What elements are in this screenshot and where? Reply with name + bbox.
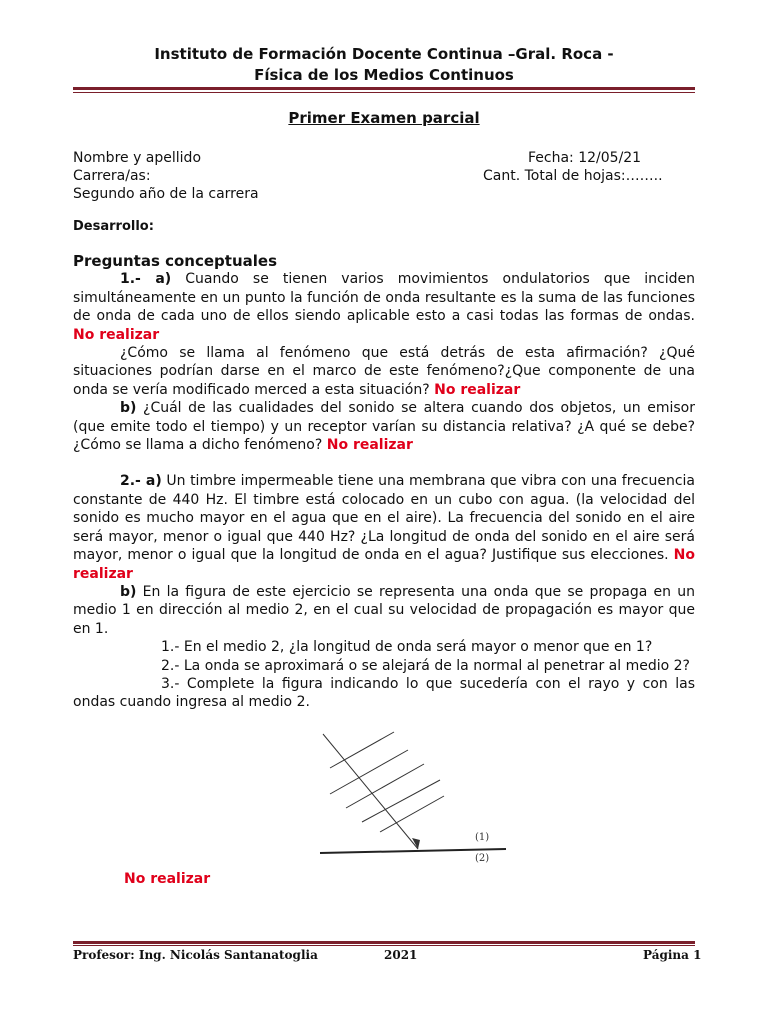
incident-ray bbox=[323, 734, 418, 849]
career-field-label: Carrera/as: bbox=[73, 168, 151, 184]
no-realizar-2: No realizar bbox=[434, 381, 521, 398]
medium-2-label: (2) bbox=[475, 853, 490, 864]
no-realizar-3: No realizar bbox=[326, 437, 413, 454]
questions-body bbox=[73, 252, 695, 712]
document-header bbox=[73, 44, 695, 86]
sheets-count-label: Cant. Total de hojas:…….. bbox=[483, 168, 663, 184]
institute-title: Instituto de Formación Docente Continua –Gral. Roca - bbox=[154, 45, 614, 63]
wavefronts bbox=[330, 732, 444, 832]
no-realizar-figure: No realizar bbox=[124, 871, 211, 887]
q2a-number: 2.- a) bbox=[120, 473, 162, 490]
wavefront-1 bbox=[330, 732, 394, 768]
no-realizar-1: No realizar bbox=[73, 326, 160, 343]
exam-title: Primer Examen parcial bbox=[288, 109, 480, 127]
wavefront-3 bbox=[346, 764, 424, 808]
subquestion-1: 1.- En el medio 2, ¿la longitud de onda será mayor o menor que en 1? bbox=[161, 639, 653, 656]
q1b-number: b) bbox=[120, 400, 137, 417]
q1a-number: 1.- a) bbox=[120, 271, 172, 288]
question-1a-continued bbox=[73, 344, 695, 399]
q2b-text: En la figura de este ejercicio se representa una onda que se propaga en un medio 1 en dirección al medio 2, en el cual su velocidad de propagación es mayor que en 1. bbox=[73, 583, 695, 637]
subquestion-3: 3.- Complete la figura indicando lo que sucedería con el rayo y con las ondas cuando ingresa al medio 2. bbox=[73, 675, 695, 711]
header-rule-thick bbox=[73, 87, 695, 90]
q1b-text: ¿Cuál de las cualidades del sonido se altera cuando dos objetos, un emisor (que emite todo el tiempo) y un receptor varían su distancia relativa? ¿A qué se debe? ¿Cómo se llama a dicho fenómeno? bbox=[73, 400, 695, 454]
header-rule-thin bbox=[73, 92, 695, 93]
question-1b bbox=[73, 399, 695, 454]
no-realizar-4: No realizar bbox=[73, 547, 695, 582]
footer-page: Página 1 bbox=[643, 948, 702, 962]
q1a-cont-text: ¿Cómo se llama al fenómeno que está detrás de esta afirmación? ¿Qué situaciones podrían darse en el marco de este fenómeno?¿Que componente de una onda se vería modificado merced a esta situación? bbox=[73, 345, 695, 398]
name-field-label: Nombre y apellido bbox=[73, 150, 202, 166]
date-label: Fecha: 12/05/21 bbox=[528, 150, 642, 166]
question-2b bbox=[73, 583, 695, 638]
question-2a bbox=[73, 472, 695, 582]
wave-refraction-figure bbox=[316, 728, 511, 864]
footer-rule-thick bbox=[73, 941, 695, 944]
subquestion-2: 2.- La onda se aproximará o se alejará de la normal al penetrar al medio 2? bbox=[161, 657, 690, 674]
development-label: Desarrollo: bbox=[73, 219, 154, 234]
q2b-number: b) bbox=[120, 583, 137, 600]
footer-professor: Profesor: Ing. Nicolás Santanatoglia bbox=[73, 948, 318, 962]
q2a-text: Un timbre impermeable tiene una membrana que vibra con una frecuencia constante de 440 Hz. El timbre está colocado en un cubo con agua. (la velocidad del sonido es mucho mayor en el agua que en el aire). La frecuencia del sonido en el aire será mayor, menor o igual que 440 Hz? ¿La longitud de onda del sonido en el aire será mayor, menor o igual que la longitud de onda en el agua? Justifique sus elecciones. bbox=[73, 473, 696, 564]
conceptual-heading: Preguntas conceptuales bbox=[73, 252, 277, 270]
footer-rule-thin bbox=[73, 945, 695, 946]
career-year-label: Segundo año de la carrera bbox=[73, 186, 259, 202]
wavefront-4 bbox=[362, 780, 440, 822]
course-title: Física de los Medios Continuos bbox=[254, 66, 514, 84]
footer-year: 2021 bbox=[384, 948, 418, 962]
question-1a bbox=[73, 270, 695, 344]
medium-1-label: (1) bbox=[475, 832, 490, 843]
q1a-text: Cuando se tienen varios movimientos ondulatorios que inciden simultáneamente en un punto la función de onda resultante es la suma de las funciones de onda de cada uno de ellos siendo aplicable esto a casi todas las formas de ondas. bbox=[73, 271, 695, 325]
